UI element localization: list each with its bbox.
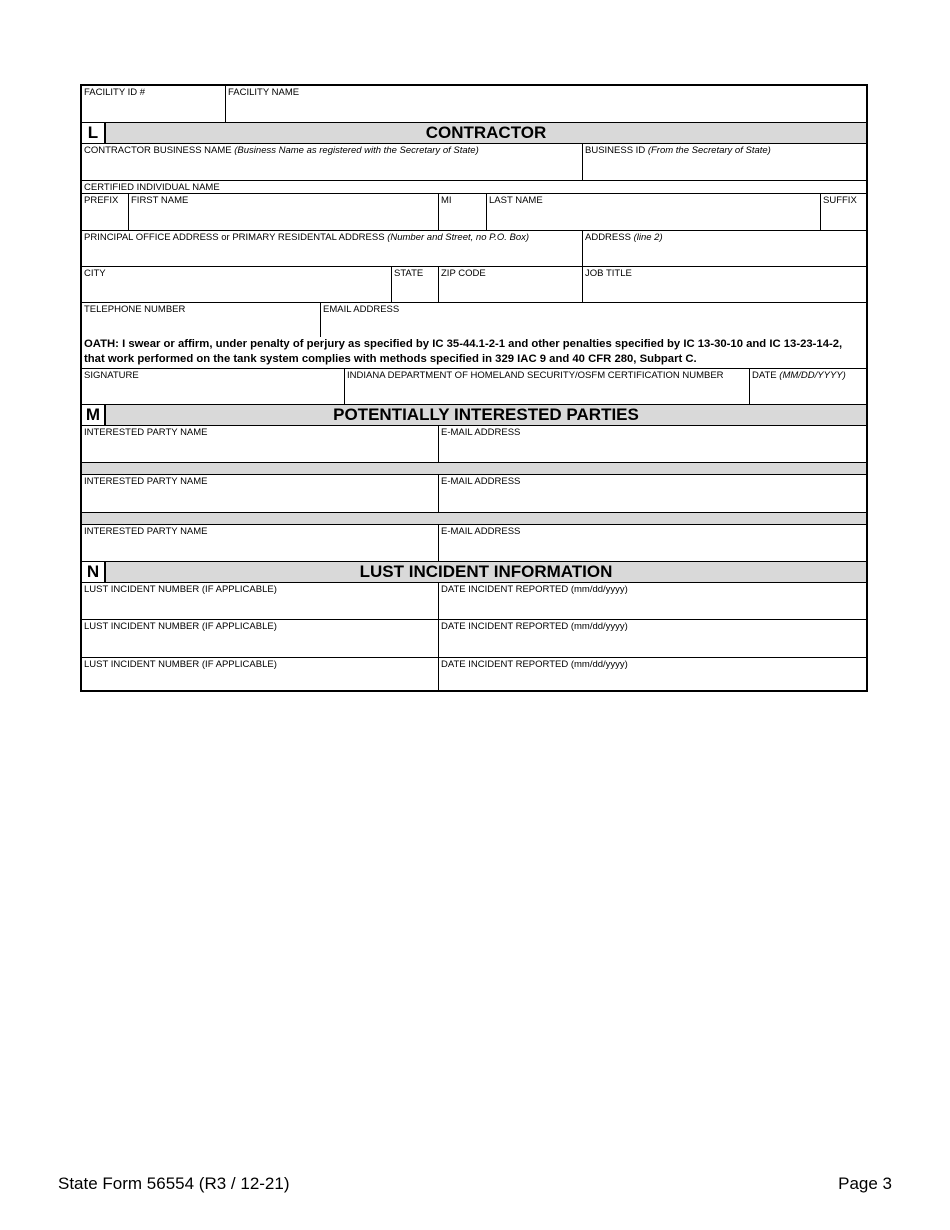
last-name-field[interactable] bbox=[487, 194, 820, 230]
interested-party-email-field[interactable] bbox=[439, 426, 866, 462]
business-name-label: CONTRACTOR BUSINESS NAME bbox=[84, 145, 232, 156]
certification-number-field[interactable] bbox=[345, 369, 749, 405]
zip-label: ZIP CODE bbox=[441, 268, 486, 279]
incident-number-label: LUST INCIDENT NUMBER (IF APPLICABLE) bbox=[84, 621, 277, 632]
section-n-letter: N bbox=[82, 562, 106, 582]
incident-date-field[interactable] bbox=[439, 658, 866, 692]
city-label: CITY bbox=[84, 268, 106, 279]
facility-id-field[interactable] bbox=[82, 86, 226, 122]
business-id-field[interactable] bbox=[583, 144, 866, 180]
prefix-field[interactable] bbox=[82, 194, 128, 230]
party-email-label: E-MAIL ADDRESS bbox=[441, 476, 521, 487]
interested-party-name-field[interactable] bbox=[82, 525, 438, 561]
business-name-note: (Business Name as registered with the Secretary of State) bbox=[234, 145, 479, 156]
address-label: PRINCIPAL OFFICE ADDRESS or PRIMARY RESIDENTAL ADDRESS bbox=[84, 232, 385, 243]
signature-label: SIGNATURE bbox=[84, 370, 139, 381]
section-n-header bbox=[82, 562, 866, 582]
business-id-label: BUSINESS ID bbox=[585, 145, 646, 156]
section-l-title: CONTRACTOR bbox=[425, 123, 547, 142]
incident-number-label: LUST INCIDENT NUMBER (IF APPLICABLE) bbox=[84, 584, 277, 595]
date-note: (MM/DD/YYYY) bbox=[779, 370, 846, 381]
job-title-field[interactable] bbox=[583, 267, 866, 302]
lust-incident-number-field[interactable] bbox=[82, 658, 438, 692]
form-page bbox=[80, 84, 868, 692]
principal-address-field[interactable] bbox=[82, 231, 582, 266]
address-line2-field[interactable] bbox=[583, 231, 866, 266]
interested-party-email-field[interactable] bbox=[439, 525, 866, 561]
state-label: STATE bbox=[394, 268, 424, 279]
mi-label: MI bbox=[441, 195, 452, 206]
address-note: (Number and Street, no P.O. Box) bbox=[387, 232, 530, 243]
form-number: State Form 56554 (R3 / 12-21) bbox=[58, 1174, 290, 1193]
facility-name-field[interactable] bbox=[226, 86, 866, 122]
section-l-letter: L bbox=[82, 123, 106, 143]
middle-initial-field[interactable] bbox=[439, 194, 486, 230]
prefix-label: PREFIX bbox=[84, 195, 119, 206]
email-field[interactable] bbox=[321, 303, 866, 337]
last-name-label: LAST NAME bbox=[489, 195, 543, 206]
job-title-label: JOB TITLE bbox=[585, 268, 632, 279]
telephone-label: TELEPHONE NUMBER bbox=[84, 304, 186, 315]
address2-label: ADDRESS bbox=[585, 232, 631, 243]
suffix-field[interactable] bbox=[821, 194, 866, 230]
first-name-label: FIRST NAME bbox=[131, 195, 189, 206]
incident-date-field[interactable] bbox=[439, 583, 866, 619]
facility-name-label: FACILITY NAME bbox=[228, 87, 300, 98]
facility-id-label: FACILITY ID # bbox=[84, 87, 146, 98]
section-m-header bbox=[82, 405, 866, 425]
zip-code-field[interactable] bbox=[439, 267, 582, 302]
oath-statement: OATH: I swear or affirm, under penalty of perjury as specified by IC 35-44.1-2-1 and other penalties specified by IC 13-30-10 and IC 13-23-14-2, that work performed on the tank system complies with methods specified in 329 IAC 9 and 40 CFR 280, Subpart C. bbox=[84, 338, 843, 365]
party-separator bbox=[82, 463, 866, 474]
address2-note: (line 2) bbox=[633, 232, 663, 243]
party-separator bbox=[82, 513, 866, 524]
section-n-title: LUST INCIDENT INFORMATION bbox=[359, 562, 613, 581]
interested-party-name-field[interactable] bbox=[82, 475, 438, 512]
incident-date-label: DATE INCIDENT REPORTED (mm/dd/yyyy) bbox=[441, 659, 628, 670]
party-email-label: E-MAIL ADDRESS bbox=[441, 427, 521, 438]
party-name-label: INTERESTED PARTY NAME bbox=[84, 427, 208, 438]
date-label: DATE bbox=[752, 370, 777, 381]
lust-incident-number-field[interactable] bbox=[82, 620, 438, 657]
suffix-label: SUFFIX bbox=[823, 195, 857, 206]
section-m-letter: M bbox=[82, 405, 106, 425]
interested-party-email-field[interactable] bbox=[439, 475, 866, 512]
party-name-label: INTERESTED PARTY NAME bbox=[84, 526, 208, 537]
state-field[interactable] bbox=[392, 267, 438, 302]
incident-date-label: DATE INCIDENT REPORTED (mm/dd/yyyy) bbox=[441, 584, 628, 595]
city-field[interactable] bbox=[82, 267, 390, 302]
signature-field[interactable] bbox=[82, 369, 344, 405]
section-l-header bbox=[82, 123, 866, 143]
first-name-field[interactable] bbox=[129, 194, 437, 230]
incident-date-label: DATE INCIDENT REPORTED (mm/dd/yyyy) bbox=[441, 621, 628, 632]
business-id-note: (From the Secretary of State) bbox=[647, 145, 771, 156]
interested-party-name-field[interactable] bbox=[82, 426, 438, 462]
section-m-title: POTENTIALLY INTERESTED PARTIES bbox=[333, 405, 639, 424]
page-number: Page 3 bbox=[838, 1174, 892, 1193]
signature-date-field[interactable] bbox=[750, 369, 866, 405]
certified-individual-label: CERTIFIED INDIVIDUAL NAME bbox=[84, 182, 220, 193]
incident-date-field[interactable] bbox=[439, 620, 866, 657]
telephone-field[interactable] bbox=[82, 303, 320, 337]
party-email-label: E-MAIL ADDRESS bbox=[441, 526, 521, 537]
certification-label: INDIANA DEPARTMENT OF HOMELAND SECURITY/OSFM CERTIFICATION NUMBER bbox=[347, 370, 724, 381]
incident-number-label: LUST INCIDENT NUMBER (IF APPLICABLE) bbox=[84, 659, 277, 670]
email-label: EMAIL ADDRESS bbox=[323, 304, 400, 315]
party-name-label: INTERESTED PARTY NAME bbox=[84, 476, 208, 487]
lust-incident-number-field[interactable] bbox=[82, 583, 438, 619]
business-name-field[interactable] bbox=[82, 144, 582, 180]
